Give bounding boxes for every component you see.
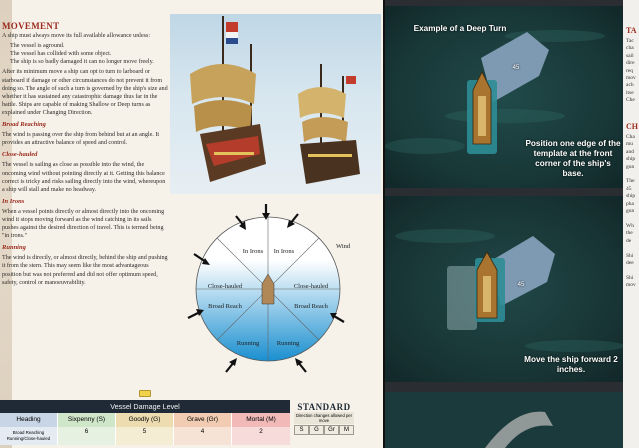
bullet-item: The vessel has collided with some object.: [10, 51, 112, 58]
ship-illustration: [170, 14, 381, 194]
subheading: Close-hauled: [2, 151, 38, 159]
wind-direction-diagram: [186, 192, 361, 387]
strip-line: ship: [626, 193, 636, 200]
table-title: Vessel Damage Level: [0, 400, 290, 413]
sector-label: Broad Reach: [208, 303, 242, 310]
strip-line: [626, 215, 636, 222]
table-header-row: [0, 413, 290, 427]
strip-line: [626, 171, 636, 178]
strip-heading: CH: [626, 122, 638, 131]
next-page-strip: [623, 0, 639, 448]
strip-line: ach: [626, 82, 634, 89]
column-header: Sixpenny (S): [58, 413, 116, 427]
ghost-ship-base: [447, 266, 477, 330]
strip-text: [626, 134, 636, 290]
strip-line: the: [626, 230, 633, 237]
template-angle-label: 45: [512, 65, 520, 71]
standard-title: STANDARD: [297, 402, 351, 412]
strip-line: pha: [626, 200, 634, 207]
strip-line: 45: [626, 185, 632, 192]
strip-line: itse: [626, 89, 634, 96]
subheading: In Irons: [2, 197, 25, 205]
paragraph: The wind is directly, or almost directly, behind the ship and pushing it from the stern. This may seem like the most advantageous position but was not preferred and did not offer optimum speed, safety, control or manoeuvrability.: [2, 255, 168, 286]
right-page: [385, 0, 639, 448]
strip-line: req: [626, 67, 634, 74]
strip-line: ship: [626, 156, 636, 163]
panel-caption: Position one edge of the template at the front corner of the ship's base.: [525, 139, 621, 178]
strip-line: sail: [626, 52, 634, 59]
paragraph: After its minimum move a ship can opt to turn to larboard or starboard if damage or other circumstances do not prevent it from doing so. The angle of such a turn is governed by the ship's size and whether it has sustained any catastrophic damage thus far in the battle. Ships are capable of making Shallow or Deep turns as explained under Changing Direction.: [2, 69, 168, 116]
section-title: MOVEMENT: [2, 21, 60, 31]
strip-line: Che: [626, 97, 635, 104]
table-row: [0, 427, 290, 445]
deep-turn-photo-3: [385, 392, 623, 448]
column-header: Grave (Gr): [174, 413, 232, 427]
strip-line: mov: [626, 75, 636, 82]
wind-label: Wind: [336, 243, 351, 250]
sector-label: Broad Reach: [294, 303, 328, 310]
deep-turn-photo-2: [385, 196, 623, 382]
bullet-item: The vessel is aground.: [10, 43, 65, 50]
ship-models-photo: [170, 14, 381, 194]
strip-line: dire: [626, 60, 635, 67]
strip-line: The: [626, 178, 635, 185]
paragraph: The vessel is sailing as close as possible into the wind, the oncoming wind without pointing directly at it. Getting this balance correct is tricky and risks sailing directly into the wind, whereupon a ship will stall and make no headway.: [2, 162, 166, 193]
strip-line: mov: [626, 282, 636, 289]
sector-label: Close-hauled: [207, 283, 243, 290]
sector-label: Running: [276, 340, 300, 347]
table-cell: 6: [58, 427, 116, 445]
sector-label: In Irons: [273, 248, 295, 255]
deep-turn-photo-1: [385, 6, 623, 188]
paragraph: A ship must always move its full available allowance unless:: [2, 33, 151, 40]
strip-line: mu: [626, 141, 634, 148]
strip-line: Cha: [626, 134, 635, 140]
sea-scene-3: [385, 392, 623, 448]
standard-turns-box: [294, 402, 354, 444]
table-cell: 4: [174, 427, 232, 445]
subheading: Running: [2, 244, 26, 252]
standard-subtitle: Direction changes allowed per move: [295, 413, 353, 423]
paragraph: When a vessel points directly or almost directly into the oncoming wind it stops moving forward as the wind catching in its sails pushes against the desired direction of travel. This is termed being "in irons.": [2, 208, 165, 240]
strip-line: and: [626, 148, 634, 155]
strip-line: de: [626, 237, 632, 244]
column-header: Goodly (G): [116, 413, 174, 427]
panel-title: Example of a Deep Turn: [413, 24, 507, 33]
row-label: [0, 427, 58, 445]
subheading: Broad Reaching: [2, 121, 46, 129]
paragraph: The wind is passing over the ship from behind but at an angle. It provides an attractive balance of speed and control.: [2, 132, 160, 147]
standard-cell: G: [309, 425, 324, 435]
vessel-damage-table: [0, 396, 383, 448]
strip-line: Shi: [626, 274, 634, 281]
rules-text-column: [2, 22, 168, 287]
sector-label: Running: [236, 340, 260, 347]
strip-line: gun: [626, 208, 635, 215]
strip-line: [626, 267, 636, 274]
strip-line: Tac: [626, 38, 634, 44]
standard-cell: Gr: [324, 425, 339, 435]
strip-line: Shi: [626, 252, 634, 259]
standard-cell: M: [339, 425, 354, 435]
strip-line: Wh: [626, 222, 634, 229]
standard-cells: [294, 425, 354, 435]
strip-heading: TA: [626, 26, 637, 35]
column-header: Mortal (M): [232, 413, 290, 427]
strip-line: cha: [626, 45, 634, 52]
sector-label: In Irons: [242, 248, 264, 255]
table-cell: 5: [116, 427, 174, 445]
table-cell: 2: [232, 427, 290, 445]
template-angle-label: 45: [517, 282, 525, 288]
strip-text: [626, 38, 636, 105]
strip-line: dee: [626, 259, 634, 266]
column-header: Heading: [0, 413, 58, 427]
standard-cell: S: [294, 425, 309, 435]
bullet-item: The ship is so badly damaged it can no longer move freely.: [10, 59, 154, 66]
sector-label: Close-hauled: [293, 283, 329, 290]
panel-caption: Move the ship forward 2 inches.: [524, 355, 618, 374]
strip-line: [626, 245, 636, 252]
strip-line: gun: [626, 163, 635, 170]
row-label-sub: Running/Close-hauled: [6, 436, 51, 441]
row-label-main: Broad Reaching: [12, 430, 45, 435]
